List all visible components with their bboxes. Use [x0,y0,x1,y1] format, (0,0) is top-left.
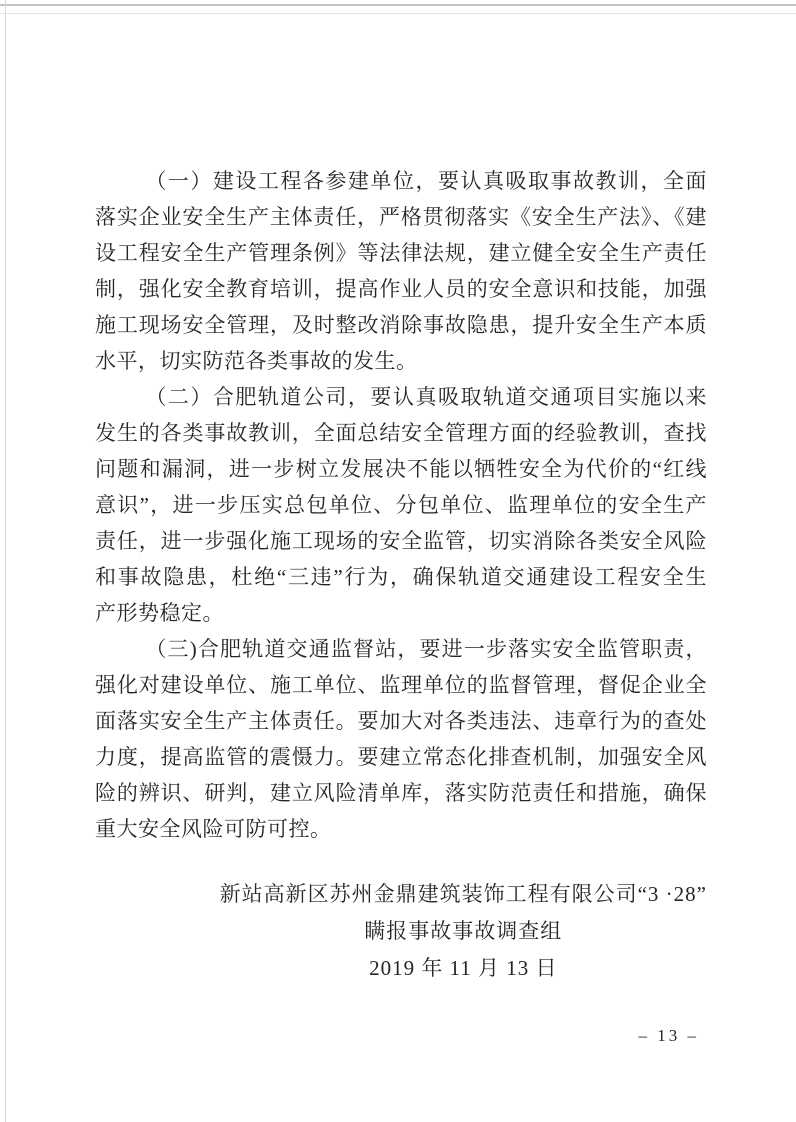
page-number: – 13 – [638,1026,699,1045]
text-line: 水平，切实防范各类事故的发生。 [95,349,418,373]
text-line: 产形势稳定。 [95,601,224,625]
text-line: 力度，提高监管的震慑力。要建立常态化排查机制，加强安全风 [95,745,707,769]
text-line: 制，强化安全教育培训，提高作业人员的安全意识和技能，加强 [95,277,707,301]
text-line: 发生的各类事故教训，全面总结安全管理方面的经验教训，查找 [95,421,707,445]
text-line: 设工程安全生产管理条例》等法律法规，建立健全安全生产责任 [95,241,707,265]
signature-team-line: 瞒报事故事故调查组 [364,919,563,943]
text-line: 落实企业安全生产主体责任，严格贯彻落实《安全生产法》、《建 [95,205,707,229]
text-line: 责任，进一步强化施工现场的安全监管，切实消除各类安全风险 [95,529,707,553]
text-line: 意识”，进一步压实总包单位、分包单位、监理单位的安全生产 [95,493,707,517]
text-line: 和事故隐患，杜绝“三违”行为，确保轨道交通建设工程安全生 [95,565,707,589]
signature-block [220,876,707,987]
scan-edge-top [0,4,796,6]
text-line: 问题和漏洞，进一步树立发展决不能以牺牲安全为代价的“红线 [95,457,707,481]
paragraph-1 [95,163,707,379]
scan-edge-left [5,0,6,1122]
signature-date: 2019 年 11 月 13 日 [369,956,558,980]
text-line: 面落实安全生产主体责任。要加大对各类违法、违章行为的查处 [95,709,707,733]
text-line: 重大安全风险可防可控。 [95,817,332,841]
text-line: 强化对建设单位、施工单位、监理单位的监督管理，督促企业全 [95,673,707,697]
text-line: （二）合肥轨道公司，要认真吸取轨道交通项目实施以来 [145,385,707,409]
text-line: 险的辨识、研判，建立风险清单库，落实防范责任和措施，确保 [95,781,707,805]
text-line: （三)合肥轨道交通监督站，要进一步落实安全监管职责， [145,637,707,661]
paragraph-3 [95,631,707,847]
paragraph-2 [95,379,707,631]
signature-org-line: 新站高新区苏州金鼎建筑装饰工程有限公司“3 ·28” [219,882,707,906]
text-line: 施工现场安全管理，及时整改消除事故隐患，提升安全生产本质 [95,313,707,337]
scan-edge-top-faint [0,13,796,14]
text-line: （一）建设工程各参建单位，要认真吸取事故教训，全面 [145,169,707,193]
document-body [95,163,707,847]
